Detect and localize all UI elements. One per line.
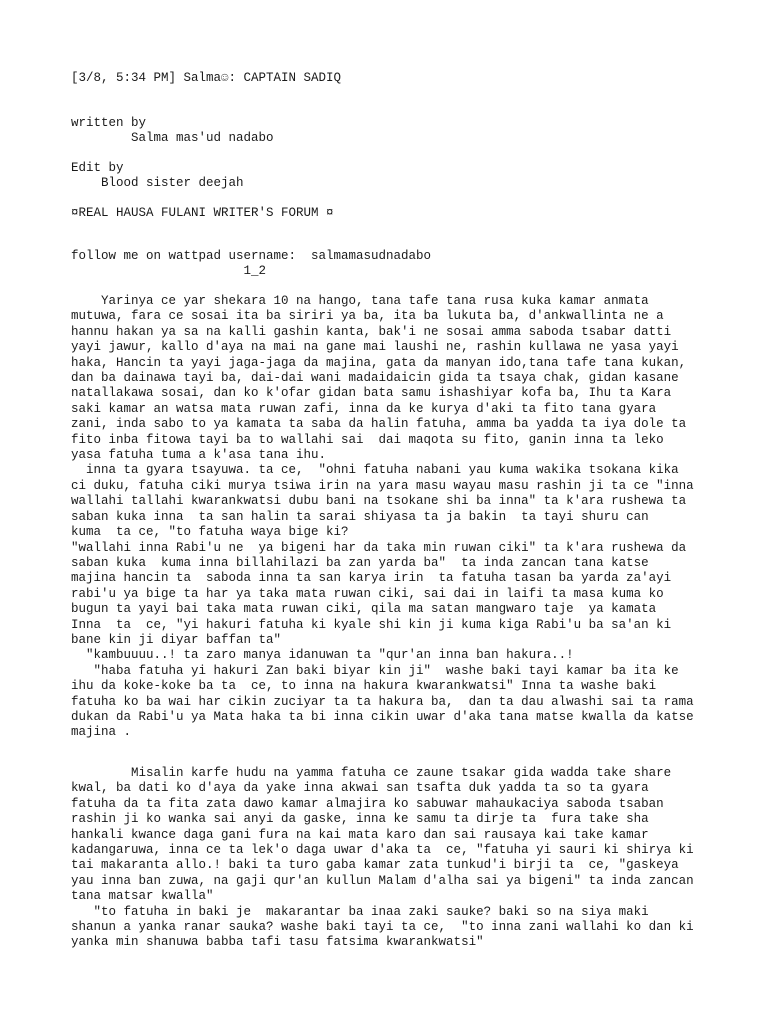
wattpad-follow-line: follow me on wattpad username: salmamasudnadabo 1_2 [71, 249, 432, 279]
chat-header-line: [3/8, 5:34 PM] Salma☺: CAPTAIN SADIQ [71, 71, 342, 85]
story-paragraph: Yarinya ce yar shekara 10 na hango, tana tafe tana rusa kuka kamar anmata mutuwa, fara ce sosai ita ba siriri ya ba, ita ba lukuta ba, d'ankwallinta ne a hannu hakan ya sa na kalli gashin kanta, bak'i ne sosai amma saboda tsabar datti yayi jawur, kallo d'aya na mai na gane mai laushi ne, rashin kullawa ne yasa yayi haka, Hancin ta yayi jaga-jaga da majina, gata da manyan ido,tana tafe tana kukan, dan ba dainawa tayi ba, dai-dai wani madaidaicin gida ta tsaya chak, gidan kasane natallakawa sosai, dan ko k'ofar gidan bata samu ishashiyar kofa ba, Ihu ta Kara saki kamar an watsa mata ruwan zafi, inna da ke kurya d'aki ta fito tana gyara zani, inda sabo to ya kamata ta saba da halin fatuha, amma ba yadda ta iya dole ta fito inba fitowa tayi ba to wallahi sai dai maqota su fito, ganin inna ta leko yasa fatuha tuma a k'asa tana ihu. inna ta gyara tsayuwa. ta ce, "ohni fatuha nabani yau kuma wakika tsokana kika ci duku, fatuha ciki murya tsiwa irin na yara masu wayau masu rashin ji ta ce "inna wallahi tallahi kwarankwatsi dubu bani na tsokane shi ba inna" ta k'ara rushewa ta saban kuka inna ta san halin ta sarai shiyasa ta ja bakin ta tayi shuru can kuma ta ce, "to fatuha waya bige ki? "wallahi inna Rabi'u ne ya bigeni har da taka min ruwan ciki" ta k'ara rushewa da saban kuka kuma inna billahilazi ba zan yarda ba" ta inda zancan tana katse majina hancin ta saboda inna ta san karya irin ta fatuha tasan ba yarda za'ayi rabi'u ya bige ta har ya taka mata ruwan ciki, sai dai in laifi ta masa kuma ko bugun ta yayi bai taka mata ruwan ciki, qila ma satan mangwaro taje ya kamata Inna ta ce, "yi hakuri fatuha ki kyale shi kin ji kuma kiga Rabi'u ba sa'an ki bane kin ji diyar baffan ta" "kambuuuu..! ta zaro manya idanuwan ta "qur'an inna ban hakura..! "haba fatuha yi hakuri Zan baki biyar kin ji" washe baki tayi kamar ba ita ke ihu da koke-koke ba ta ce, to inna na hakura kwarankwatsi" Inna ta washe baki fatuha ko ba wai har cikin zuciyar ta ta hakura ba, dan ta dau alwashi sai ta rama dukan da Rabi'u ya Mata haka ta bi inna cikin uwar d'aka tana matse kwalla da katse majina . [71, 294, 694, 740]
written-by-credit: written by Salma mas'ud nadabo [71, 116, 274, 146]
forum-name: ¤REAL HAUSA FULANI WRITER'S FORUM ¤ [71, 206, 334, 220]
edit-by-credit: Edit by Blood sister deejah [71, 161, 244, 191]
story-paragraph: Misalin karfe hudu na yamma fatuha ce zaune tsakar gida wadda take share kwal, ba dati ko d'aya da yake inna akwai san tsafta duk yadda ta so ta gyara fatuha da ta fita zata dawo kamar almajira ko sabuwar mahaukaciya saboda tsaban rashin ji ko wanka sai anyi da gaske, inna ke samu ta dirje ta fura take sha hankali kwance daga gani fura na kai mata karo dan sai rausaya kai take kamar kadangaruwa, inna ce ta lek'o daga uwar d'aka ta ce, "fatuha yi sauri ki shirya ki tai makaranta allo.! baki ta turo gaba kamar zata tunkud'i birji ta ce, "gaskeya yau inna ban zuwa, na gaji qur'an kullun Malam d'alha sai ya bigeni" ta inda zancan tana matsar kwalla" "to fatuha in baki je makarantar ba inaa zaki sauke? baki so na siya maki shanun a yanka ranar sauka? washe baki tayi ta ce, "to inna zani wallahi ko dan ki yanka min shanuwa babba tafi tasu fatsima kwarankwatsi" [71, 766, 694, 950]
